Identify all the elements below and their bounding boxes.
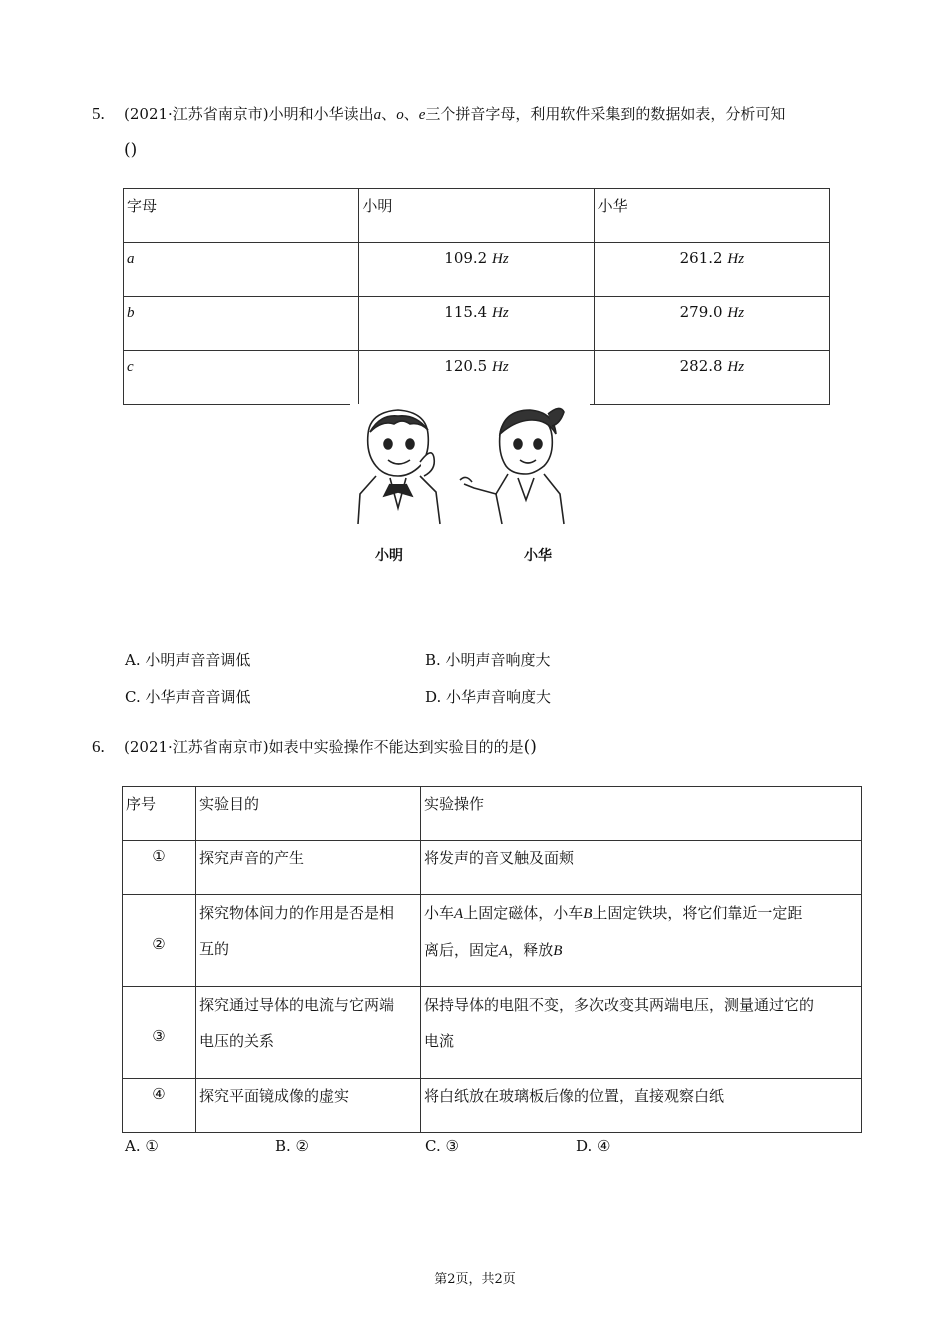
q5-row-xh: 261.2 Hz [594, 243, 829, 297]
q5-stem [124, 104, 785, 125]
table-row [123, 895, 862, 987]
q6-row-no: ② [123, 895, 196, 987]
q6-table [122, 786, 862, 1133]
q6-row-op: 小车A上固定磁体，小车B上固定铁块，将它们靠近一定距 离后，固定A，释放B [421, 895, 862, 987]
q6-row-op: 将发声的音叉触及面颊 [421, 841, 862, 895]
q5-header-xh: 小华 [594, 189, 829, 243]
q5-header-letter: 字母 [124, 189, 359, 243]
q5-figure [350, 404, 590, 534]
q5-row-xm: 120.5 Hz [359, 351, 594, 405]
q5-header-xm: 小明 [359, 189, 594, 243]
q6-header-op: 实验操作 [421, 787, 862, 841]
q5-row-xh: 282.8 Hz [594, 351, 829, 405]
q6-row-goal: 探究声音的产生 [196, 841, 421, 895]
table-row [123, 987, 862, 1079]
q5-option-a[interactable]: A. 小明声音音调低 [125, 651, 251, 669]
table-row [124, 243, 830, 297]
q5-sep-2: 、 [403, 105, 419, 123]
q6-row-goal: 探究物体间力的作用是否是相 互的 [196, 895, 421, 987]
q6-option-a[interactable]: A. ① [125, 1137, 159, 1155]
q6-row-op: 保持导体的电阻不变，多次改变其两端电压，测量通过它的 电流 [421, 987, 862, 1079]
q5-option-b[interactable]: B. 小明声音响度大 [425, 651, 551, 669]
q5-row-xh: 279.0 Hz [594, 297, 829, 351]
q6-row-no: ④ [123, 1079, 196, 1133]
q5-option-c[interactable]: C. 小华声音音调低 [125, 688, 251, 706]
q6-row-goal: 探究平面镜成像的虚实 [196, 1079, 421, 1133]
q6-stem [124, 737, 537, 757]
q5-letter-a: a [373, 107, 382, 123]
q5-source: (2021·江苏省南京市) [124, 105, 269, 123]
q5-row-letter: c [124, 351, 359, 405]
q5-row-letter: b [124, 297, 359, 351]
q5-table [123, 188, 830, 405]
table-row [124, 351, 830, 405]
q6-source: (2021·江苏省南京市) [124, 738, 269, 756]
q5-figure-label-xh: 小华 [524, 547, 552, 563]
table-row [123, 1079, 862, 1133]
q5-stem-a: 小明和小华读出 [268, 105, 374, 123]
q5-letter-o: o [396, 107, 404, 123]
q6-number: 6. [92, 737, 105, 756]
q6-option-d[interactable]: D. ④ [576, 1137, 611, 1155]
q6-stem-text: 如表中实验操作不能达到实验目的的是 [268, 738, 524, 756]
q6-row-goal: 探究通过导体的电流与它两端 电压的关系 [196, 987, 421, 1079]
page-footer: 第2页，共2页 [434, 1272, 516, 1287]
q6-header-no: 序号 [123, 787, 196, 841]
table-row [123, 841, 862, 895]
q5-option-d[interactable]: D. 小华声音响度大 [425, 688, 552, 706]
q6-option-b[interactable]: B. ② [275, 1137, 310, 1155]
q5-stem-b: 三个拼音字母，利用软件采集到的数据如表，分析可知 [425, 105, 786, 123]
q5-row-xm: 109.2 Hz [359, 243, 594, 297]
table-row [124, 297, 830, 351]
q5-answer-paren: () [124, 140, 138, 160]
q6-answer-paren: () [523, 737, 537, 757]
children-illustration [350, 404, 590, 534]
q6-option-c[interactable]: C. ③ [425, 1137, 459, 1155]
q5-letter-e: e [418, 107, 426, 123]
q5-figure-label-xm: 小明 [375, 547, 403, 563]
q5-row-letter: a [124, 243, 359, 297]
q6-row-no: ③ [123, 987, 196, 1079]
q6-row-op: 将白纸放在玻璃板后像的位置，直接观察白纸 [421, 1079, 862, 1133]
q6-header-goal: 实验目的 [196, 787, 421, 841]
q5-number: 5. [92, 104, 105, 123]
q5-row-xm: 115.4 Hz [359, 297, 594, 351]
boy-figure [358, 410, 440, 524]
q6-row-no: ① [123, 841, 196, 895]
q5-sep-1: 、 [381, 105, 397, 123]
girl-figure [460, 408, 564, 524]
